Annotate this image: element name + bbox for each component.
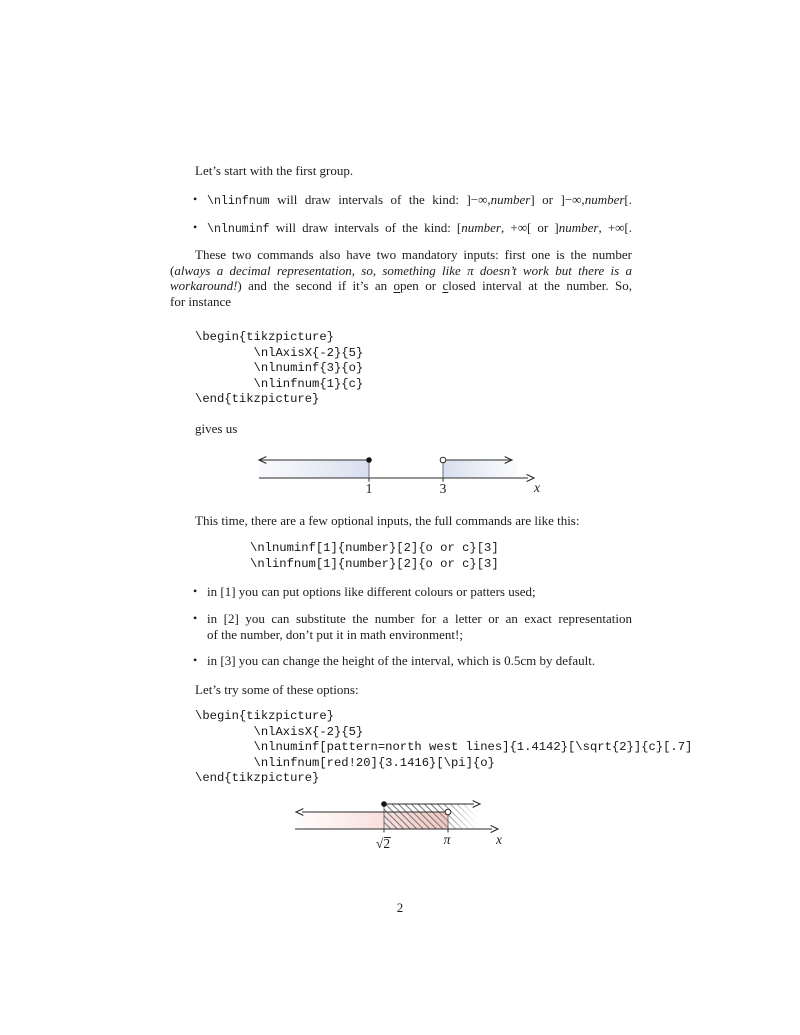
tick-label-3: 3	[439, 481, 447, 496]
code-line: \begin{tikzpicture}	[195, 330, 334, 344]
paragraph-gives-us	[170, 421, 632, 437]
text-line: for instance	[170, 293, 232, 309]
bullet-item-option-1	[170, 584, 632, 600]
figure-number-line-2	[250, 793, 550, 857]
text-line: These two commands also have two mandatory inputs: first one is the number	[195, 247, 632, 262]
code-line: \nlAxisX{-2}{5}	[195, 724, 364, 739]
bullet-text	[207, 220, 632, 238]
text-line: This time, there are a few optional inputs, the full commands are like this:	[195, 513, 580, 528]
code-line: \begin{tikzpicture}	[195, 709, 334, 723]
bullet-text	[207, 611, 632, 642]
figure-number-line-1	[240, 443, 552, 501]
code-line: \nlnuminf[1]{number}[2]{o or c}[3]	[250, 541, 499, 555]
code-block-example-2	[195, 709, 692, 787]
code-line: \nlinfnum[red!20]{3.1416}[\pi]{o}	[195, 755, 495, 770]
bullet-item-nlinfnum	[170, 192, 632, 210]
bullet-marker: •	[193, 219, 198, 234]
open-endpoint-circle	[445, 809, 451, 815]
axis-arrowhead-icon	[527, 475, 534, 482]
interval-fill-left	[259, 461, 369, 479]
interval-edge-lines	[369, 460, 443, 478]
code-block-example-1	[195, 330, 363, 408]
bullet-text	[207, 653, 632, 669]
code-line: \nlinfnum{1}{c}	[195, 376, 364, 391]
paragraph-optional-inputs	[170, 513, 632, 529]
text-line: (always a decimal representation, so, something like π doesn’t work but there is a	[170, 262, 632, 278]
code-line: \end{tikzpicture}	[195, 771, 320, 786]
axis-variable-label: x	[496, 832, 502, 847]
text-line: Let’s try some of these options:	[195, 682, 359, 697]
paragraph-mandatory-inputs	[170, 247, 632, 309]
closed-endpoint-dot	[381, 801, 387, 807]
tick-label-pi: π	[443, 832, 451, 847]
axis-variable-label: x	[534, 480, 540, 495]
closed-endpoint-dot	[366, 457, 372, 463]
tick-label-1: 1	[365, 481, 373, 496]
bullet-marker: •	[193, 191, 198, 206]
interval-fill-hatched	[384, 805, 480, 830]
bullet-marker: •	[193, 583, 198, 598]
tick-label-sqrt2: √2	[375, 836, 391, 851]
text-line: Let’s start with the first group.	[195, 163, 354, 178]
text-line: in [1] you can put options like different colours or patters used;	[207, 584, 536, 599]
code-line: \nlAxisX{-2}{5}	[195, 345, 364, 360]
paragraph-try-options	[170, 682, 632, 698]
code-line: \end{tikzpicture}	[195, 392, 320, 407]
text-line: workaround!) and the second if it’s an open or closed interval at the number. So,	[170, 278, 632, 294]
open-endpoint-circle	[440, 457, 446, 463]
page-number: 2	[396, 900, 404, 915]
text-line: \nlnuminf will draw intervals of the kind: [number, +∞[ or ]number, +∞[.	[207, 220, 632, 236]
paragraph-intro	[170, 163, 632, 179]
bullet-marker: •	[193, 610, 198, 625]
text-line: in [3] you can change the height of the interval, which is 0.5cm by default.	[207, 653, 596, 668]
text-line: \nlinfnum will draw intervals of the kind: ]−∞,number] or ]−∞,number[.	[207, 192, 632, 208]
bullet-item-option-2	[170, 611, 632, 642]
bullet-item-nlnuminf	[170, 220, 632, 238]
text-line: gives us	[195, 421, 238, 436]
bullet-item-option-3	[170, 653, 632, 669]
code-line: \nlinfnum[1]{number}[2]{o or c}[3]	[250, 556, 499, 571]
text-line: of the number, don’t put it in math environment!;	[207, 626, 463, 642]
code-line: \nlnuminf[pattern=north west lines]{1.4142}[\sqrt{2}]{c}[.7]	[195, 740, 693, 755]
bullet-text	[207, 584, 632, 600]
bullet-text	[207, 192, 632, 210]
code-line: \nlnuminf{3}{o}	[195, 361, 364, 376]
text-line: in [2] you can substitute the number for a letter or an exact representation	[207, 611, 632, 626]
code-block-full-commands	[250, 541, 499, 572]
bullet-marker: •	[193, 652, 198, 667]
